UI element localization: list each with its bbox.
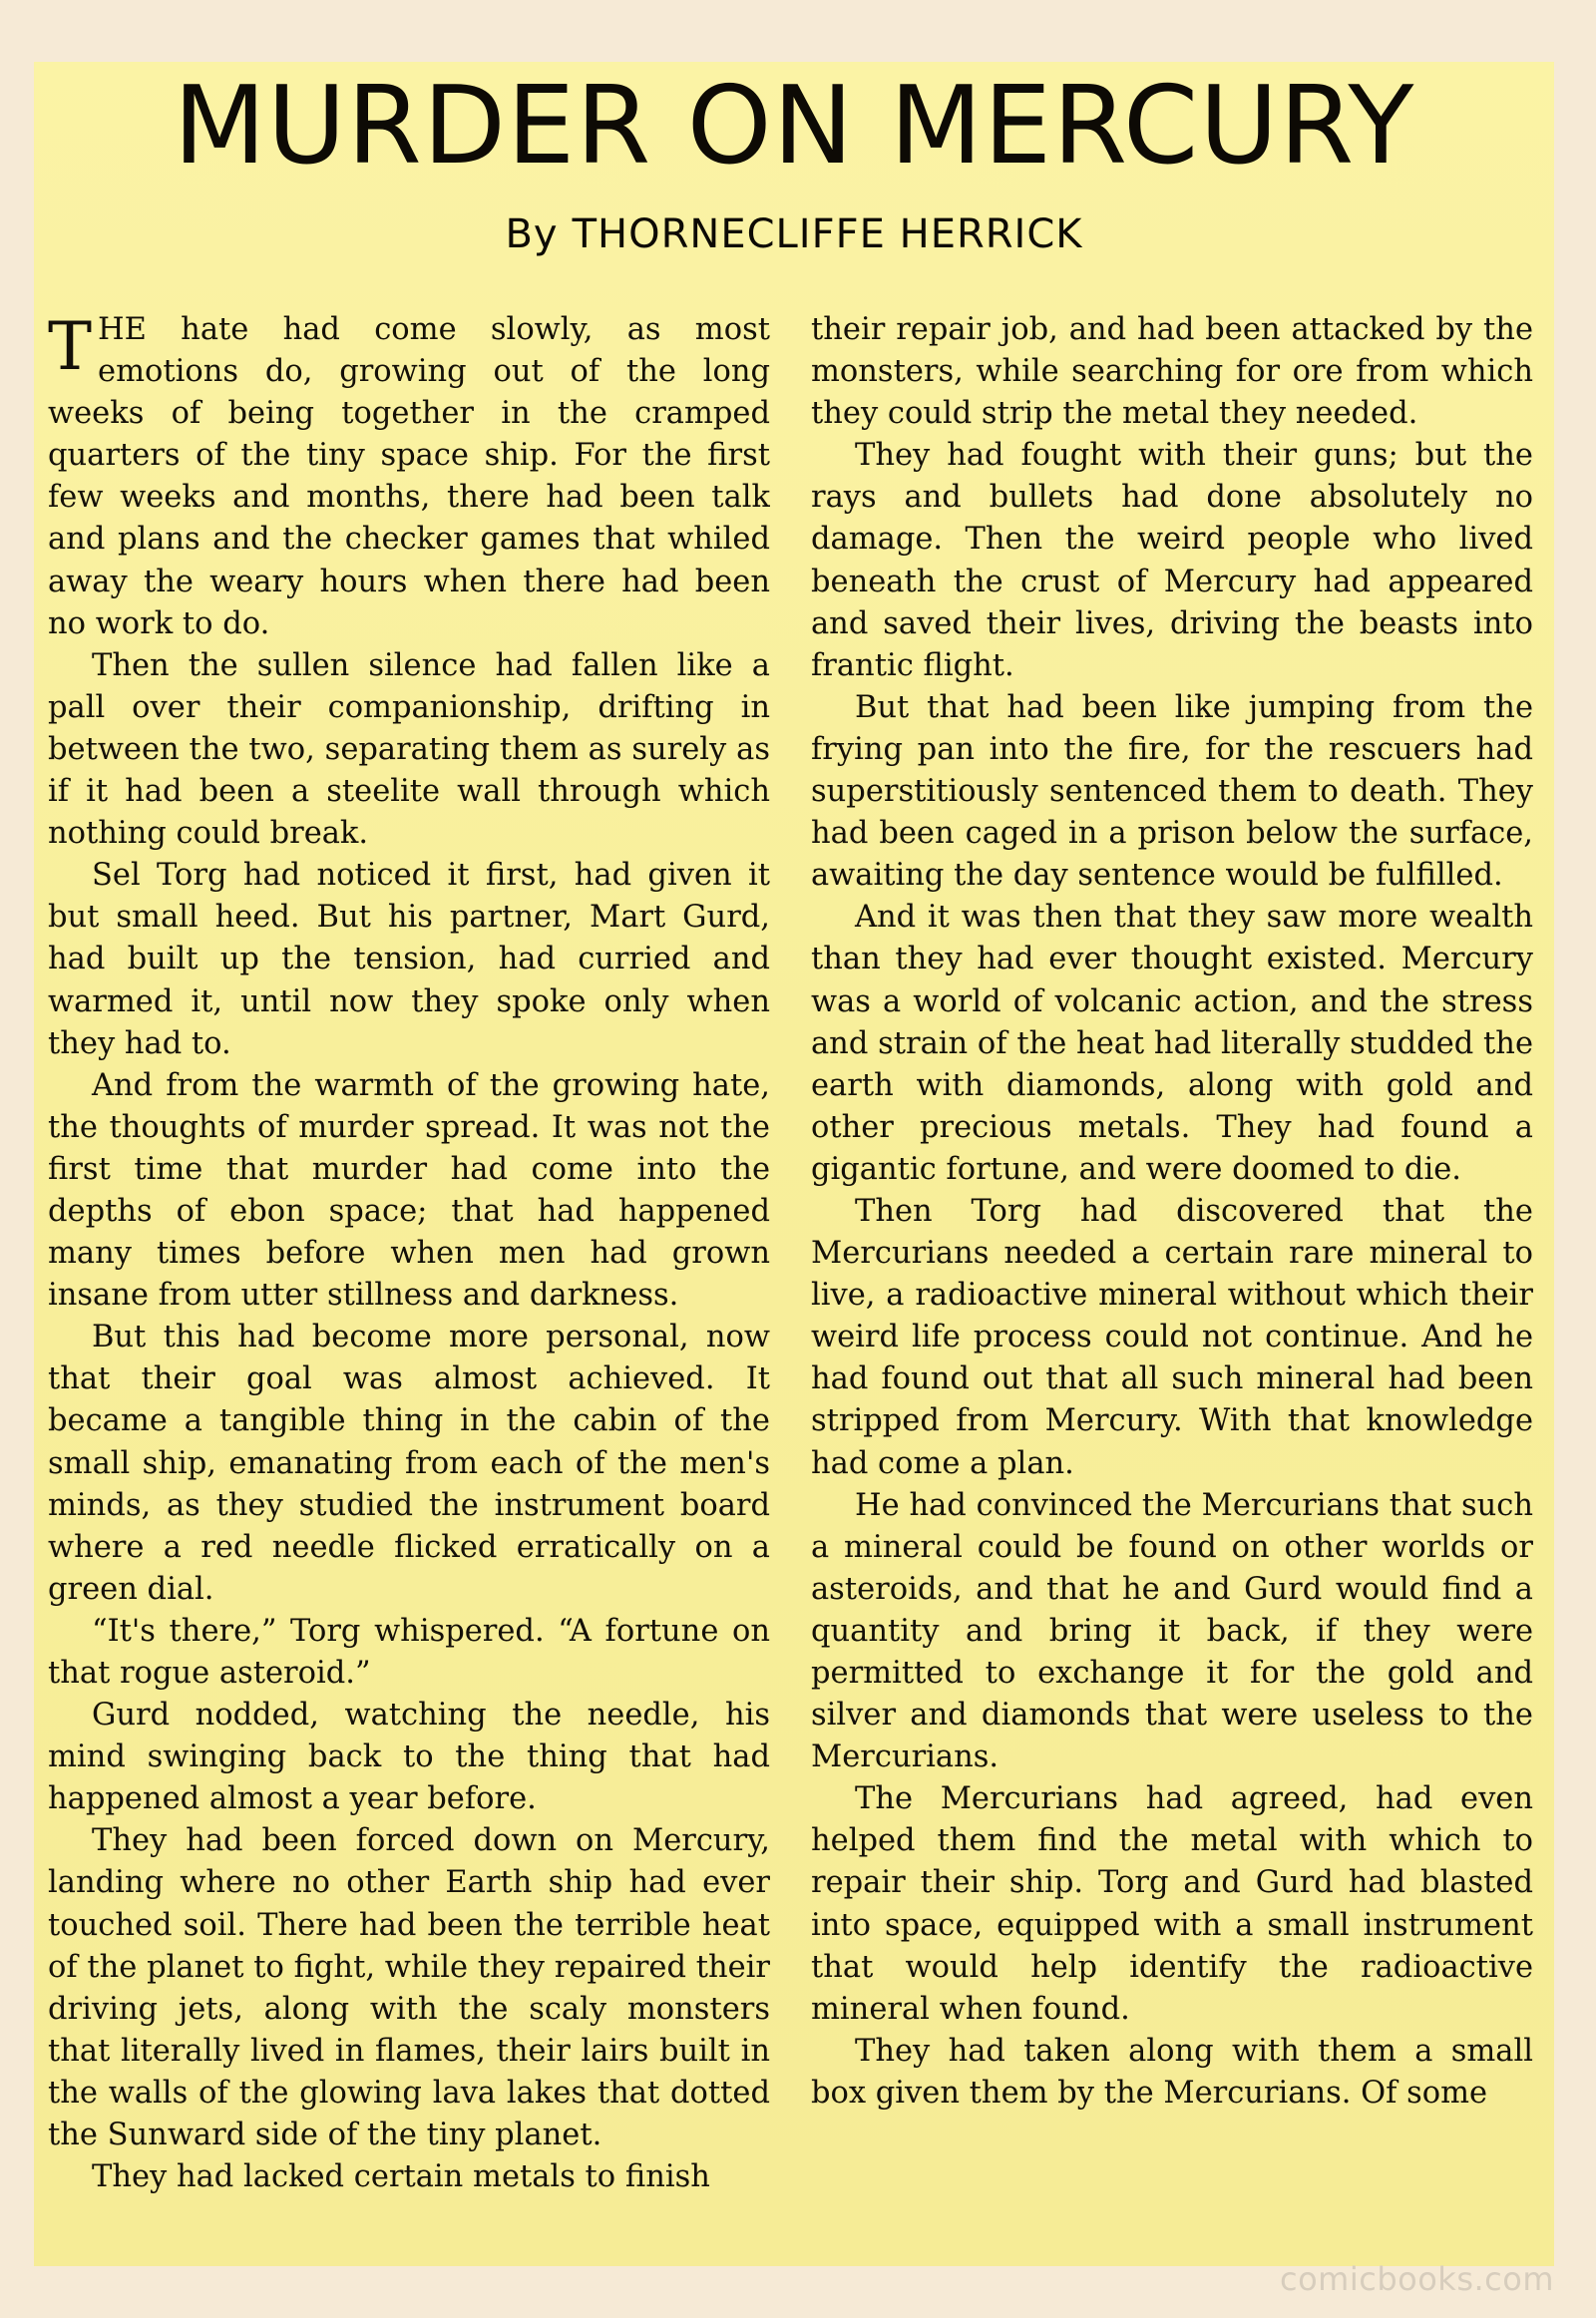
author-name: THORNECLIFFE HERRICK: [572, 211, 1083, 257]
paragraph: “It's there,” Torg whispered. “A fortune on that rogue asteroid.”: [48, 1613, 770, 1691]
byline: [34, 190, 1554, 279]
paragraph: Then Torg had discovered that the Mercurians needed a certain rare mineral to live, a radioactive mineral without which their weird life process could not continue. And he had found out that all such mineral had been stripped from Mercury. With that knowledge had come a plan.: [811, 1193, 1533, 1481]
right-column: [811, 309, 1533, 2234]
paragraph: And from the warmth of the growing hate, the thoughts of murder spread. It was not the first time that murder had come into the depths of ebon space; that had happened many times before when men had grown insane from utter stillness and darkness.: [48, 1067, 770, 1314]
story-page: [34, 62, 1554, 2266]
paragraph: He had convinced the Mercurians that such a mineral could be found on other worlds or asteroids, and that he and Gurd would find a quantity and bring it back, if they were permitted to exchange it for the gold and silver and diamonds that were useless to the Mercurians.: [811, 1487, 1533, 1775]
paragraph: The Mercurians had agreed, had even helped them find the metal with which to repair their ship. Torg and Gurd had blasted into space, equipped with a small instrument that would help identify the radioactive mineral when found.: [811, 1781, 1533, 2027]
paragraph: But this had become more personal, now that their goal was almost achieved. It became a tangible thing in the cabin of the small ship, emanating from each of the men's minds, as they studied the instrument board where a red needle flicked erratically on a green dial.: [48, 1320, 770, 1607]
drop-cap: T: [48, 309, 93, 385]
continued-paragraph: their repair job, and had been attacked by the monsters, while searching for ore from which they could strip the metal they needed.: [811, 312, 1533, 432]
paragraph: But that had been like jumping from the frying pan into the fire, for the rescuers had superstitiously sentenced them to death. They had been caged in a prison below the surface, awaiting the day sentence would be fulfilled.: [811, 689, 1533, 894]
paragraph: They had lacked certain metals to finish: [92, 2159, 710, 2195]
watermark: comicbooks.com: [1279, 2260, 1554, 2298]
story-title: MURDER ON MERCURY: [173, 64, 1415, 189]
left-column: [48, 309, 770, 2234]
byline-prefix: By: [505, 211, 559, 257]
opening-paragraph: [48, 309, 770, 645]
paragraph: They had been forced down on Mercury, landing where no other Earth ship had ever touched soil. There had been the terrible heat of the planet to fight, while they repaired their driving jets, along with the scaly monsters that literally lived in flames, their lairs built in the walls of the glowing lava lakes that dotted the Sunward side of the tiny planet.: [48, 1823, 770, 2153]
paragraph: Gurd nodded, watching the needle, his mind swinging back to the thing that had happened almost a year before.: [48, 1698, 770, 1817]
paragraph: And it was then that they saw more wealth than they had ever thought existed. Mercury was a world of volcanic action, and the stress and strain of the heat had literally studded the earth with diamonds, along with gold and other precious metals. They had found a gigantic fortune, and were doomed to die.: [811, 900, 1533, 1187]
paragraph: They had taken along with them a small box given them by the Mercurians. Of some: [811, 2033, 1533, 2111]
paragraph: Then the sullen silence had fallen like a pall over their companionship, drifting in between the two, separating them as surely as if it had been a steelite wall through which nothing could break.: [48, 647, 770, 852]
paragraph: They had fought with their guns; but the rays and bullets had done absolutely no damage. Then the weird people who lived beneath the crust of Mercury had appeared and saved their lives, driving the beasts into frantic flight.: [811, 438, 1533, 683]
opening-paragraph-text: HE hate had come slowly, as most emotions do, growing out of the long weeks of being together in the cramped quarters of the tiny space ship. For the first few weeks and months, there had been talk and plans and the checker games that whiled away the weary hours when there had been no work to do.: [48, 312, 770, 641]
paragraph: Sel Torg had noticed it first, had given it but small heed. But his partner, Mart Gurd, had built up the tension, had curried and warmed it, until now they spoke only when they had to.: [48, 858, 770, 1061]
